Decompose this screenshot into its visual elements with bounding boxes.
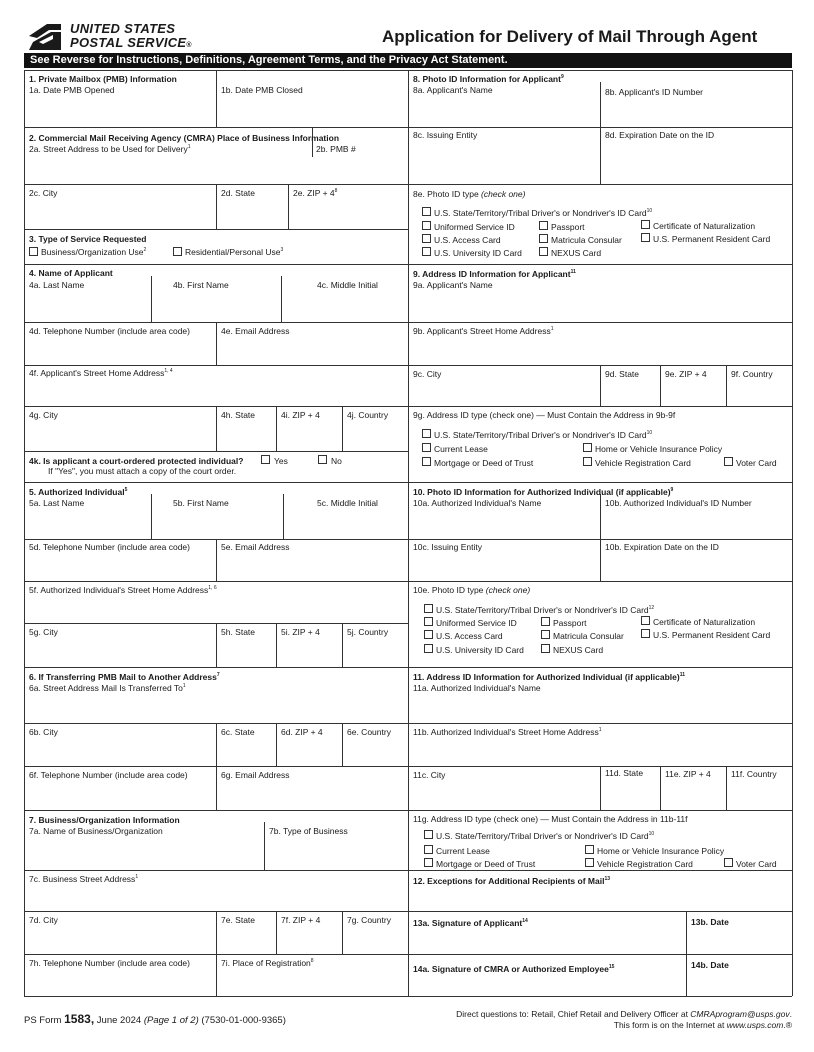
input-11f-country[interactable]: [730, 782, 790, 808]
checkbox-9g-insurance[interactable]: [583, 443, 592, 452]
input-9f-country[interactable]: [730, 381, 790, 404]
section-7-title: 7. Business/Organization Information: [29, 815, 180, 825]
input-5f-street-home-address[interactable]: [28, 597, 406, 621]
label-2b: 2b. PMB #: [316, 144, 356, 154]
input-4a-last-name[interactable]: [28, 292, 149, 320]
input-7a-business-name[interactable]: [28, 838, 262, 868]
input-2d-state[interactable]: [220, 200, 286, 227]
input-9c-city[interactable]: [412, 381, 598, 404]
usps-website-link[interactable]: www.usps.com: [726, 1020, 784, 1030]
label-8e: 8e. Photo ID type (check one): [413, 189, 526, 199]
input-12-exceptions[interactable]: [412, 888, 790, 909]
label-10e-naturalization: Certificate of Naturalization: [653, 617, 756, 627]
checkbox-11g-drivers-license[interactable]: [424, 830, 433, 839]
input-4d-telephone[interactable]: [28, 338, 214, 363]
input-5h-state[interactable]: [220, 639, 274, 665]
label-7i: 7i. Place of Registration$^8$: [221, 958, 314, 968]
label-4d: 4d. Telephone Number (include area code): [29, 326, 190, 336]
checkbox-8e-access-card[interactable]: [422, 234, 431, 243]
input-2a-street-address[interactable]: [28, 156, 310, 182]
label-8e-access-card: U.S. Access Card: [434, 235, 501, 245]
label-9c: 9c. City: [413, 369, 442, 379]
label-9b: 9b. Applicant's Street Home Address$^1$: [413, 326, 554, 336]
label-residential-use: Residential/Personal Use$^3$: [185, 247, 284, 257]
label-4a: 4a. Last Name: [29, 280, 85, 290]
label-4f: 4f. Applicant's Street Home Address$^{1, 4}$: [29, 368, 173, 378]
label-4c: 4c. Middle Initial: [317, 280, 378, 290]
section-2-title: 2. Commercial Mail Receiving Agency (CMRA) Place of Business Information: [29, 133, 340, 143]
label-10e: 10e. Photo ID type (check one): [413, 585, 531, 595]
label-4k-yes: Yes: [274, 456, 288, 466]
label-13a-signature: 13a. Signature of Applicant$^{14}$: [413, 918, 528, 928]
label-11g-voter: Voter Card: [736, 859, 777, 869]
label-9g-voter: Voter Card: [736, 458, 777, 468]
input-8a-applicant-name[interactable]: [412, 98, 598, 125]
label-9g: 9g. Address ID type (check one) — Must Contain the Address in 9b-9f: [413, 410, 676, 420]
label-14a-signature: 14a. Signature of CMRA or Authorized Employee$^{15}$: [413, 964, 615, 974]
input-9d-state[interactable]: [604, 381, 658, 404]
section-10-title: 10. Photo ID Information for Authorized Individual (if applicable)$^9$: [413, 487, 674, 497]
checkbox-10e-university[interactable]: [424, 644, 433, 653]
label-11f: 11f. Country: [731, 769, 777, 779]
section-5-title: 5. Authorized Individual$^5$: [29, 487, 128, 497]
label-10d: 10b. Expiration Date on the ID: [605, 542, 719, 552]
label-7b: 7b. Type of Business: [269, 826, 348, 836]
checkbox-8e-matricula[interactable]: [539, 234, 548, 243]
input-4f-street-home-address[interactable]: [28, 380, 406, 404]
input-1b-date-pmb-closed[interactable]: [220, 96, 406, 125]
label-9e: 9e. ZIP + 4: [665, 369, 707, 379]
org-name-line2: POSTAL SERVICE®: [70, 35, 192, 50]
label-2a: 2a. Street Address to be Used for Delivery$^1$: [29, 144, 191, 154]
checkbox-10e-drivers-license[interactable]: [424, 604, 433, 613]
input-4c-middle-initial[interactable]: [285, 292, 406, 320]
label-8e-passport: Passport: [551, 222, 585, 232]
checkbox-9g-vehicle[interactable]: [583, 457, 592, 466]
input-6c-state[interactable]: [220, 739, 274, 764]
contact-email-link[interactable]: CMRAprogram@usps.gov: [690, 1009, 790, 1019]
label-5h: 5h. State: [221, 627, 256, 637]
form-title: Application for Delivery of Mail Through Agent: [382, 27, 758, 46]
label-9g-insurance: Home or Vehicle Insurance Policy: [595, 444, 723, 454]
label-10e-university: U.S. University ID Card: [436, 645, 524, 655]
checkbox-8e-university[interactable]: [422, 247, 431, 256]
input-10a-authorized-name[interactable]: [412, 510, 598, 537]
section-8-title: 8. Photo ID Information for Applicant$^9$: [413, 74, 564, 84]
input-14a-cmra-signature[interactable]: [412, 976, 684, 994]
label-8e-drivers-license: U.S. State/Territory/Tribal Driver's or Nondriver's ID Card$^{10}$: [434, 208, 653, 218]
instructions-banner: See Reverse for Instructions, Definitions, Agreement Terms, and the Privacy Act Statement.: [24, 53, 792, 68]
checkbox-8e-drivers-license[interactable]: [422, 207, 431, 216]
org-name-line1: UNITED STATES: [70, 21, 176, 36]
label-7e: 7e. State: [221, 915, 256, 925]
label-7d: 7d. City: [29, 915, 58, 925]
label-2c: 2c. City: [29, 188, 58, 198]
input-10d-expiration-date[interactable]: [604, 554, 790, 579]
label-11a: 11a. Authorized Individual's Name: [413, 683, 541, 693]
label-13b-date: 13b. Date: [691, 917, 729, 927]
input-5b-first-name[interactable]: [155, 510, 281, 537]
label-5e: 5e. Email Address: [221, 542, 290, 552]
usps-eagle-logo-icon: [27, 22, 63, 52]
input-7e-state[interactable]: [220, 927, 274, 952]
checkbox-9g-voter[interactable]: [724, 457, 733, 466]
checkbox-10e-permanent-resident[interactable]: [641, 629, 650, 638]
label-10c: 10c. Issuing Entity: [413, 542, 482, 552]
input-4b-first-name[interactable]: [155, 292, 279, 320]
label-5b: 5b. First Name: [173, 498, 229, 508]
section-11-title: 11. Address ID Information for Authorized Individual (if applicable)$^{11}$: [413, 672, 685, 682]
label-8a: 8a. Applicant's Name: [413, 85, 493, 95]
label-11g-lease: Current Lease: [436, 846, 490, 856]
checkbox-11g-mortgage[interactable]: [424, 858, 433, 867]
label-11d: 11d. State: [605, 768, 644, 778]
label-11e: 11e. ZIP + 4: [665, 769, 711, 779]
input-7i-place-of-registration[interactable]: [220, 970, 406, 994]
label-8e-naturalization: Certificate of Naturalization: [653, 221, 756, 231]
input-4e-email[interactable]: [220, 338, 406, 363]
label-4j: 4j. Country: [347, 410, 389, 420]
note-4k-court-order: If "Yes", you must attach a copy of the court order.: [48, 466, 237, 476]
input-6d-zip[interactable]: [280, 739, 340, 764]
label-11c: 11c. City: [413, 770, 446, 780]
input-11d-state[interactable]: [604, 782, 658, 808]
input-2e-zip[interactable]: [292, 200, 406, 227]
contact-line: Direct questions to: Retail, Chief Retail and Delivery Officer at CMRAprogram@usps.gov.: [456, 1009, 792, 1019]
label-9g-lease: Current Lease: [434, 444, 488, 454]
input-7d-city[interactable]: [28, 927, 214, 952]
input-9e-zip[interactable]: [664, 381, 724, 404]
checkbox-10e-naturalization[interactable]: [641, 616, 650, 625]
label-10e-nexus: NEXUS Card: [553, 645, 604, 655]
label-10e-uniformed: Uniformed Service ID: [436, 618, 517, 628]
input-4h-state[interactable]: [220, 422, 274, 449]
label-4g: 4g. City: [29, 410, 58, 420]
input-9b-street-home-address[interactable]: [412, 338, 790, 363]
label-4h: 4h. State: [221, 410, 256, 420]
label-8c: 8c. Issuing Entity: [413, 130, 478, 140]
input-9a-applicant-name[interactable]: [412, 292, 790, 320]
input-8d-expiration-date[interactable]: [604, 142, 790, 182]
label-9d: 9d. State: [605, 369, 640, 379]
input-4j-country[interactable]: [346, 422, 406, 449]
label-10a: 10a. Authorized Individual's Name: [413, 498, 542, 508]
input-5e-email[interactable]: [220, 554, 406, 579]
checkbox-10e-nexus[interactable]: [541, 644, 550, 653]
label-2d: 2d. State: [221, 188, 256, 198]
label-11b: 11b. Authorized Individual's Street Home Address$^1$: [413, 727, 602, 737]
label-7f: 7f. ZIP + 4: [281, 915, 321, 925]
label-9g-mortgage: Mortgage or Deed of Trust: [434, 458, 534, 468]
input-6e-country[interactable]: [346, 739, 406, 764]
input-7f-zip[interactable]: [280, 927, 340, 952]
checkbox-11g-voter[interactable]: [724, 858, 733, 867]
label-11g: 11g. Address ID type (check one) — Must Contain the Address in 11b-11f: [413, 814, 688, 824]
label-4i: 4i. ZIP + 4: [281, 410, 320, 420]
checkbox-11g-lease[interactable]: [424, 845, 433, 854]
input-5a-last-name[interactable]: [28, 510, 149, 537]
label-10e-access-card: U.S. Access Card: [436, 631, 503, 641]
checkbox-9g-drivers-license[interactable]: [422, 429, 431, 438]
checkbox-4k-no[interactable]: [318, 455, 327, 464]
checkbox-11g-vehicle[interactable]: [585, 858, 594, 867]
label-7a: 7a. Name of Business/Organization: [29, 826, 163, 836]
label-11g-vehicle: Vehicle Registration Card: [597, 859, 693, 869]
label-8d: 8d. Expiration Date on the ID: [605, 130, 715, 140]
input-13a-applicant-signature[interactable]: [412, 930, 684, 952]
label-7g: 7g. Country: [347, 915, 391, 925]
label-6e: 6e. Country: [347, 727, 391, 737]
input-6b-city[interactable]: [28, 739, 214, 764]
input-1a-date-pmb-opened[interactable]: [28, 96, 214, 125]
section-1-title: 1. Private Mailbox (PMB) Information: [29, 74, 177, 84]
section-12-title: 12. Exceptions for Additional Recipients of Mail$^{13}$: [413, 876, 610, 886]
checkbox-10e-passport[interactable]: [541, 617, 550, 626]
label-10e-permanent-resident: U.S. Permanent Resident Card: [653, 630, 771, 640]
input-5i-zip[interactable]: [280, 639, 340, 665]
label-7c: 7c. Business Street Address$^1$: [29, 874, 139, 884]
input-6g-email[interactable]: [220, 782, 406, 808]
label-business-use: Business/Organization Use$^2$: [41, 247, 147, 257]
label-7h: 7h. Telephone Number (include area code): [29, 958, 190, 968]
input-4g-city[interactable]: [28, 422, 214, 449]
label-5c: 5c. Middle Initial: [317, 498, 378, 508]
checkbox-8e-nexus[interactable]: [539, 247, 548, 256]
input-11c-city[interactable]: [412, 782, 598, 808]
section-9-title: 9. Address ID Information for Applicant$^{11}$: [413, 269, 576, 279]
label-6f: 6f. Telephone Number (include area code): [29, 770, 188, 780]
label-10e-passport: Passport: [553, 618, 587, 628]
input-11e-zip[interactable]: [664, 782, 724, 808]
input-6f-telephone[interactable]: [28, 782, 214, 808]
label-8e-university: U.S. University ID Card: [434, 248, 522, 258]
label-10b: 10b. Authorized Individual's ID Number: [605, 498, 752, 508]
section-6-title: 6. If Transferring PMB Mail to Another Address$^7$: [29, 672, 220, 682]
input-2c-city[interactable]: [28, 200, 214, 227]
checkbox-9g-lease[interactable]: [422, 443, 431, 452]
checkbox-10e-matricula[interactable]: [541, 630, 550, 639]
label-4b: 4b. First Name: [173, 280, 229, 290]
label-11g-insurance: Home or Vehicle Insurance Policy: [597, 846, 725, 856]
checkbox-4k-yes[interactable]: [261, 455, 270, 464]
label-4e: 4e. Email Address: [221, 326, 290, 336]
section-4-title: 4. Name of Applicant: [29, 268, 113, 278]
label-5f: 5f. Authorized Individual's Street Home Address$^{1, 6}$: [29, 585, 217, 595]
label-8e-uniformed: Uniformed Service ID: [434, 222, 515, 232]
input-14b-date[interactable]: [690, 976, 790, 994]
input-7c-business-street-address[interactable]: [28, 886, 406, 909]
label-1a: 1a. Date PMB Opened: [29, 85, 115, 95]
section-3-title: 3. Type of Service Requested: [29, 234, 147, 244]
label-5g: 5g. City: [29, 627, 58, 637]
checkbox-residential-use[interactable]: [173, 247, 182, 256]
label-9a: 9a. Applicant's Name: [413, 280, 493, 290]
label-1b: 1b. Date PMB Closed: [221, 85, 303, 95]
label-5j: 5j. Country: [347, 627, 389, 637]
label-2e: 2e. ZIP + $4^8$: [293, 188, 338, 198]
input-4i-zip[interactable]: [280, 422, 340, 449]
form-number-footer: PS Form 1583, June 2024 (Page 1 of 2) (7530-01-000-9365): [24, 1012, 286, 1026]
label-6a: 6a. Street Address Mail Is Transferred To$^1$: [29, 683, 186, 693]
label-4k-no: No: [331, 456, 342, 466]
label-8b: 8b. Applicant's ID Number: [605, 87, 704, 97]
input-13b-date[interactable]: [690, 930, 790, 952]
checkbox-10e-access-card[interactable]: [424, 630, 433, 639]
label-14b-date: 14b. Date: [691, 960, 729, 970]
input-2b-pmb-number[interactable]: [316, 156, 406, 182]
internet-line: This form is on the Internet at www.usps.com.®: [613, 1020, 792, 1030]
label-11g-mortgage: Mortgage or Deed of Trust: [436, 859, 536, 869]
label-6g: 6g. Email Address: [221, 770, 290, 780]
label-5a: 5a. Last Name: [29, 498, 85, 508]
checkbox-11g-insurance[interactable]: [585, 845, 594, 854]
input-5j-country[interactable]: [346, 639, 406, 665]
input-11b-street-home-address[interactable]: [412, 739, 790, 764]
label-4k-protected: 4k. Is applicant a court-ordered protected individual?: [29, 456, 244, 466]
label-6c: 6c. State: [221, 727, 255, 737]
label-8e-permanent-resident: U.S. Permanent Resident Card: [653, 234, 771, 244]
label-9f: 9f. Country: [731, 369, 773, 379]
checkbox-business-use[interactable]: [29, 247, 38, 256]
label-6d: 6d. ZIP + 4: [281, 727, 323, 737]
input-7h-telephone[interactable]: [28, 970, 214, 994]
label-5d: 5d. Telephone Number (include area code): [29, 542, 190, 552]
label-6b: 6b. City: [29, 727, 58, 737]
checkbox-8e-uniformed[interactable]: [422, 221, 431, 230]
checkbox-8e-naturalization[interactable]: [641, 220, 650, 229]
input-10b-id-number[interactable]: [604, 510, 790, 537]
input-5d-telephone[interactable]: [28, 554, 214, 579]
input-7g-country[interactable]: [346, 927, 406, 952]
label-5i: 5i. ZIP + 4: [281, 627, 320, 637]
input-8b-id-number[interactable]: [604, 98, 790, 125]
label-9g-vehicle: Vehicle Registration Card: [595, 458, 691, 468]
input-7b-business-type[interactable]: [268, 838, 406, 868]
input-5g-city[interactable]: [28, 639, 214, 665]
label-10e-drivers-license: U.S. State/Territory/Tribal Driver's or Nondriver's ID Card$^{12}$: [436, 605, 655, 615]
input-10c-issuing-entity[interactable]: [412, 554, 598, 579]
input-6a-street-address[interactable]: [28, 695, 406, 721]
label-8e-nexus: NEXUS Card: [551, 248, 602, 258]
checkbox-8e-passport[interactable]: [539, 221, 548, 230]
checkbox-10e-uniformed[interactable]: [424, 617, 433, 626]
label-10e-matricula: Matricula Consular: [553, 631, 624, 641]
label-8e-matricula: Matricula Consular: [551, 235, 622, 245]
label-11g-drivers-license: U.S. State/Territory/Tribal Driver's or Nondriver's ID Card$^{10}$: [436, 831, 655, 841]
checkbox-9g-mortgage[interactable]: [422, 457, 431, 466]
input-8c-issuing-entity[interactable]: [412, 142, 598, 182]
input-5c-middle-initial[interactable]: [287, 510, 406, 537]
input-11a-authorized-name[interactable]: [412, 695, 790, 721]
label-9g-drivers-license: U.S. State/Territory/Tribal Driver's or Nondriver's ID Card$^{10}$: [434, 430, 653, 440]
checkbox-8e-permanent-resident[interactable]: [641, 233, 650, 242]
